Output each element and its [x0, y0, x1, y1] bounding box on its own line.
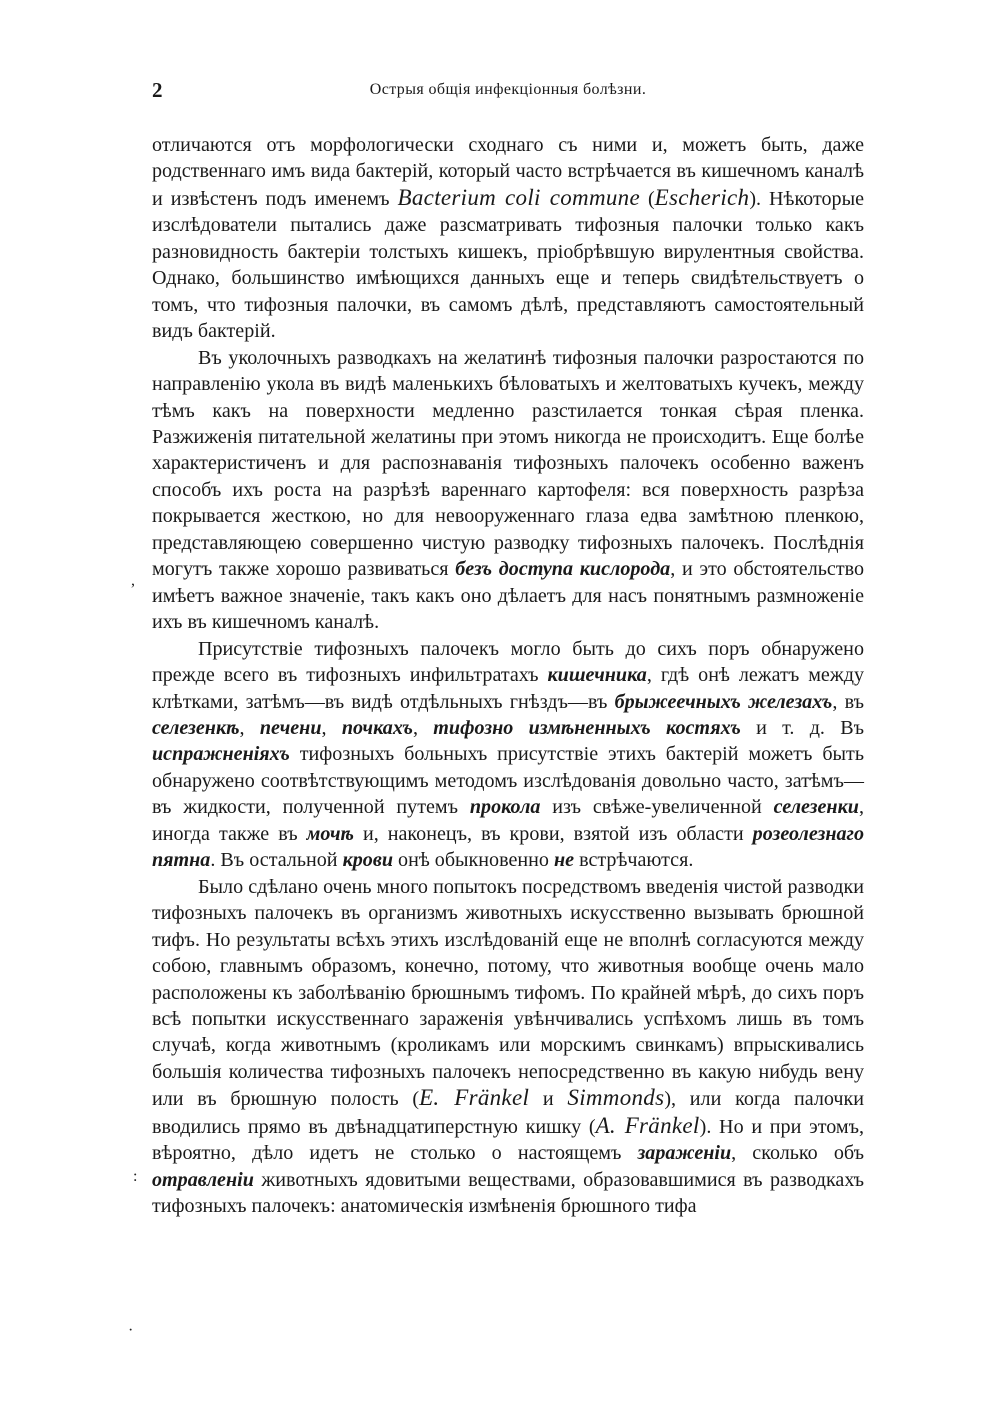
text-run: , иногда также въ	[152, 796, 864, 845]
emphasized-term: испражненіяхъ	[152, 743, 290, 766]
text-run: , и это обстоятельство имѣетъ важное значеніе, такъ какъ оно дѣлаетъ для насъ понятнымъ размноженіе ихъ въ кишечномъ каналѣ.	[152, 558, 865, 634]
text-run: животныхъ ядовитыми веществами, образовавшимися въ разводкахъ тифозныхъ палочекъ: анатомическія измѣненія брюшного тифа	[152, 1168, 864, 1218]
text-run: и	[529, 1088, 568, 1111]
text-run: ,	[239, 716, 260, 739]
emphasized-term: селезенкѣ	[152, 716, 240, 739]
running-title: Острыя общія инфекціонныя болѣзни.	[369, 81, 647, 98]
author-name: E. Fränkel	[419, 1085, 530, 1111]
text-run: отличаются отъ морфологически сходнаго съ ними и, можетъ быть, даже родственнаго имъ вида бактерій, который часто встрѣчается въ кишечномъ каналѣ и извѣстенъ подъ именемъ	[152, 134, 864, 210]
emphasized-term: кишечника	[547, 664, 647, 687]
text-run: изъ свѣже-увеличенной	[540, 796, 774, 819]
emphasized-term: безъ доступа кислорода	[455, 558, 671, 581]
text-run: Присутствіе тифозныхъ палочекъ могло быть до сихъ поръ обнаружено прежде всего въ тифозныхъ инфильтратахъ	[152, 637, 864, 687]
text-run: , сколько объ	[731, 1142, 864, 1165]
text-run: и, наконецъ, въ крови, взятой изъ области	[353, 822, 753, 845]
emphasized-term: мочѣ	[306, 822, 354, 845]
emphasized-term: крови	[342, 849, 394, 872]
emphasized-term: тифозно измѣненныхъ костяхъ	[433, 716, 741, 739]
text-run: ), или когда палочки вводились прямо въ двѣнадцатиперстную кишку (	[152, 1088, 865, 1138]
page-number: 2	[152, 78, 163, 102]
text-run: (	[639, 187, 655, 210]
text-run: , въ	[832, 690, 864, 713]
text-run: ). Но и при этомъ, вѣроятно, дѣло идетъ не столько о настоящемъ	[152, 1115, 865, 1165]
emphasized-term: печени	[259, 716, 322, 739]
text-run: ,	[412, 716, 434, 739]
paragraph	[152, 636, 864, 874]
author-name: Simmonds	[567, 1085, 665, 1111]
body-text	[152, 132, 864, 1220]
text-run: Было сдѣлано очень много попытокъ посредствомъ введенія чистой разводки тифозныхъ палочекъ въ организмъ животныхъ искусственно вызывать брюшной тифъ. Но результаты всѣхъ этихъ изслѣдованій еще не вполнѣ согласуются между собою, главнымъ образомъ, конечно, потому, что животныя вообще очень мало расположены къ заболѣванію брюшнымъ тифомъ. По крайней мѣрѣ, до сихъ поръ всѣ попытки искусственнаго зараженія увѣнчивались успѣхомъ лишь въ томъ случаѣ, когда животнымъ (кроликамъ или морскимъ свинкамъ) впрыскивались большія количества тифозныхъ палочекъ непосредственно въ какую нибудь вену или въ брюшную полость (	[152, 875, 864, 1111]
emphasized-term: отравленіи	[152, 1168, 254, 1191]
emphasized-term: селезенки	[773, 796, 859, 819]
margin-speck: ,	[131, 572, 135, 589]
text-run: . Въ остальной	[210, 849, 343, 872]
margin-speck: :	[133, 1168, 138, 1185]
author-name: Escherich	[654, 184, 750, 210]
paragraph	[152, 132, 864, 345]
paragraph	[152, 874, 864, 1220]
text-run: Въ уколочныхъ разводкахъ на желатинѣ тифозныя палочки разростаются по направленію укола въ видѣ маленькихъ бѣловатыхъ и желтоватыхъ кучекъ, между тѣмъ какъ на поверхности медленно разстилается тонкая сѣрая пленка. Разжиженія питательной желатины при этомъ никогда не происходитъ. Еще болѣе характеристиченъ и для распознаванія тифозныхъ палочекъ особенно важенъ способъ ихъ роста на разрѣзѣ вареннаго картофеля: вся поверхность разрѣза покрывается жесткою, но для невооруженнаго глаза едва замѣтною пленкою, представляющею совершенно чистую разводку тифозныхъ палочекъ. Послѣднія могутъ также хорошо развиваться	[152, 346, 864, 581]
emphasized-term: зараженіи	[637, 1142, 732, 1165]
text-run: , гдѣ онѣ лежатъ между клѣтками, затѣмъ—въ видѣ отдѣльныхъ гнѣздъ—въ	[152, 664, 864, 713]
text-run: тифозныхъ больныхъ присутствіе этихъ бактерій можетъ быть обнаружено соотвѣтствующимъ методомъ изслѣдованія довольно часто, затѣмъ—въ жидкости, полученной путемъ	[152, 743, 864, 819]
emphasized-term: брыжеечныхъ железахъ	[614, 690, 833, 713]
author-name: A. Fränkel	[595, 1112, 700, 1138]
emphasized-term: почкахъ	[341, 716, 413, 739]
page-header	[152, 74, 864, 108]
emphasized-term: прокола	[469, 796, 541, 819]
emphasized-term: розеолезнаго пятна	[152, 822, 864, 872]
text-run: онѣ обыкновенно	[393, 849, 554, 872]
paragraph	[152, 345, 864, 636]
text-run: ). Нѣкоторые изслѣдователи пытались даже разсматривать тифозныя палочки только какъ разновидность бактеріи толстыхъ кишекъ, пріобрѣвшую вирулентныя свойства. Однако, большинство имѣющихся данныхъ еще и теперь свидѣтельствуетъ о томъ, что тифозныя палочки, въ самомъ дѣлѣ, представляютъ самостоятельный видъ бактерій.	[152, 187, 864, 343]
book-page	[152, 74, 864, 1220]
text-run: встрѣчаются.	[574, 849, 694, 872]
text-run: ,	[321, 716, 342, 739]
author-name: Bacterium coli commune	[397, 184, 640, 210]
text-run: и т. д. Въ	[740, 716, 865, 739]
margin-speck: ·	[128, 1322, 134, 1339]
emphasized-term: не	[553, 849, 575, 872]
